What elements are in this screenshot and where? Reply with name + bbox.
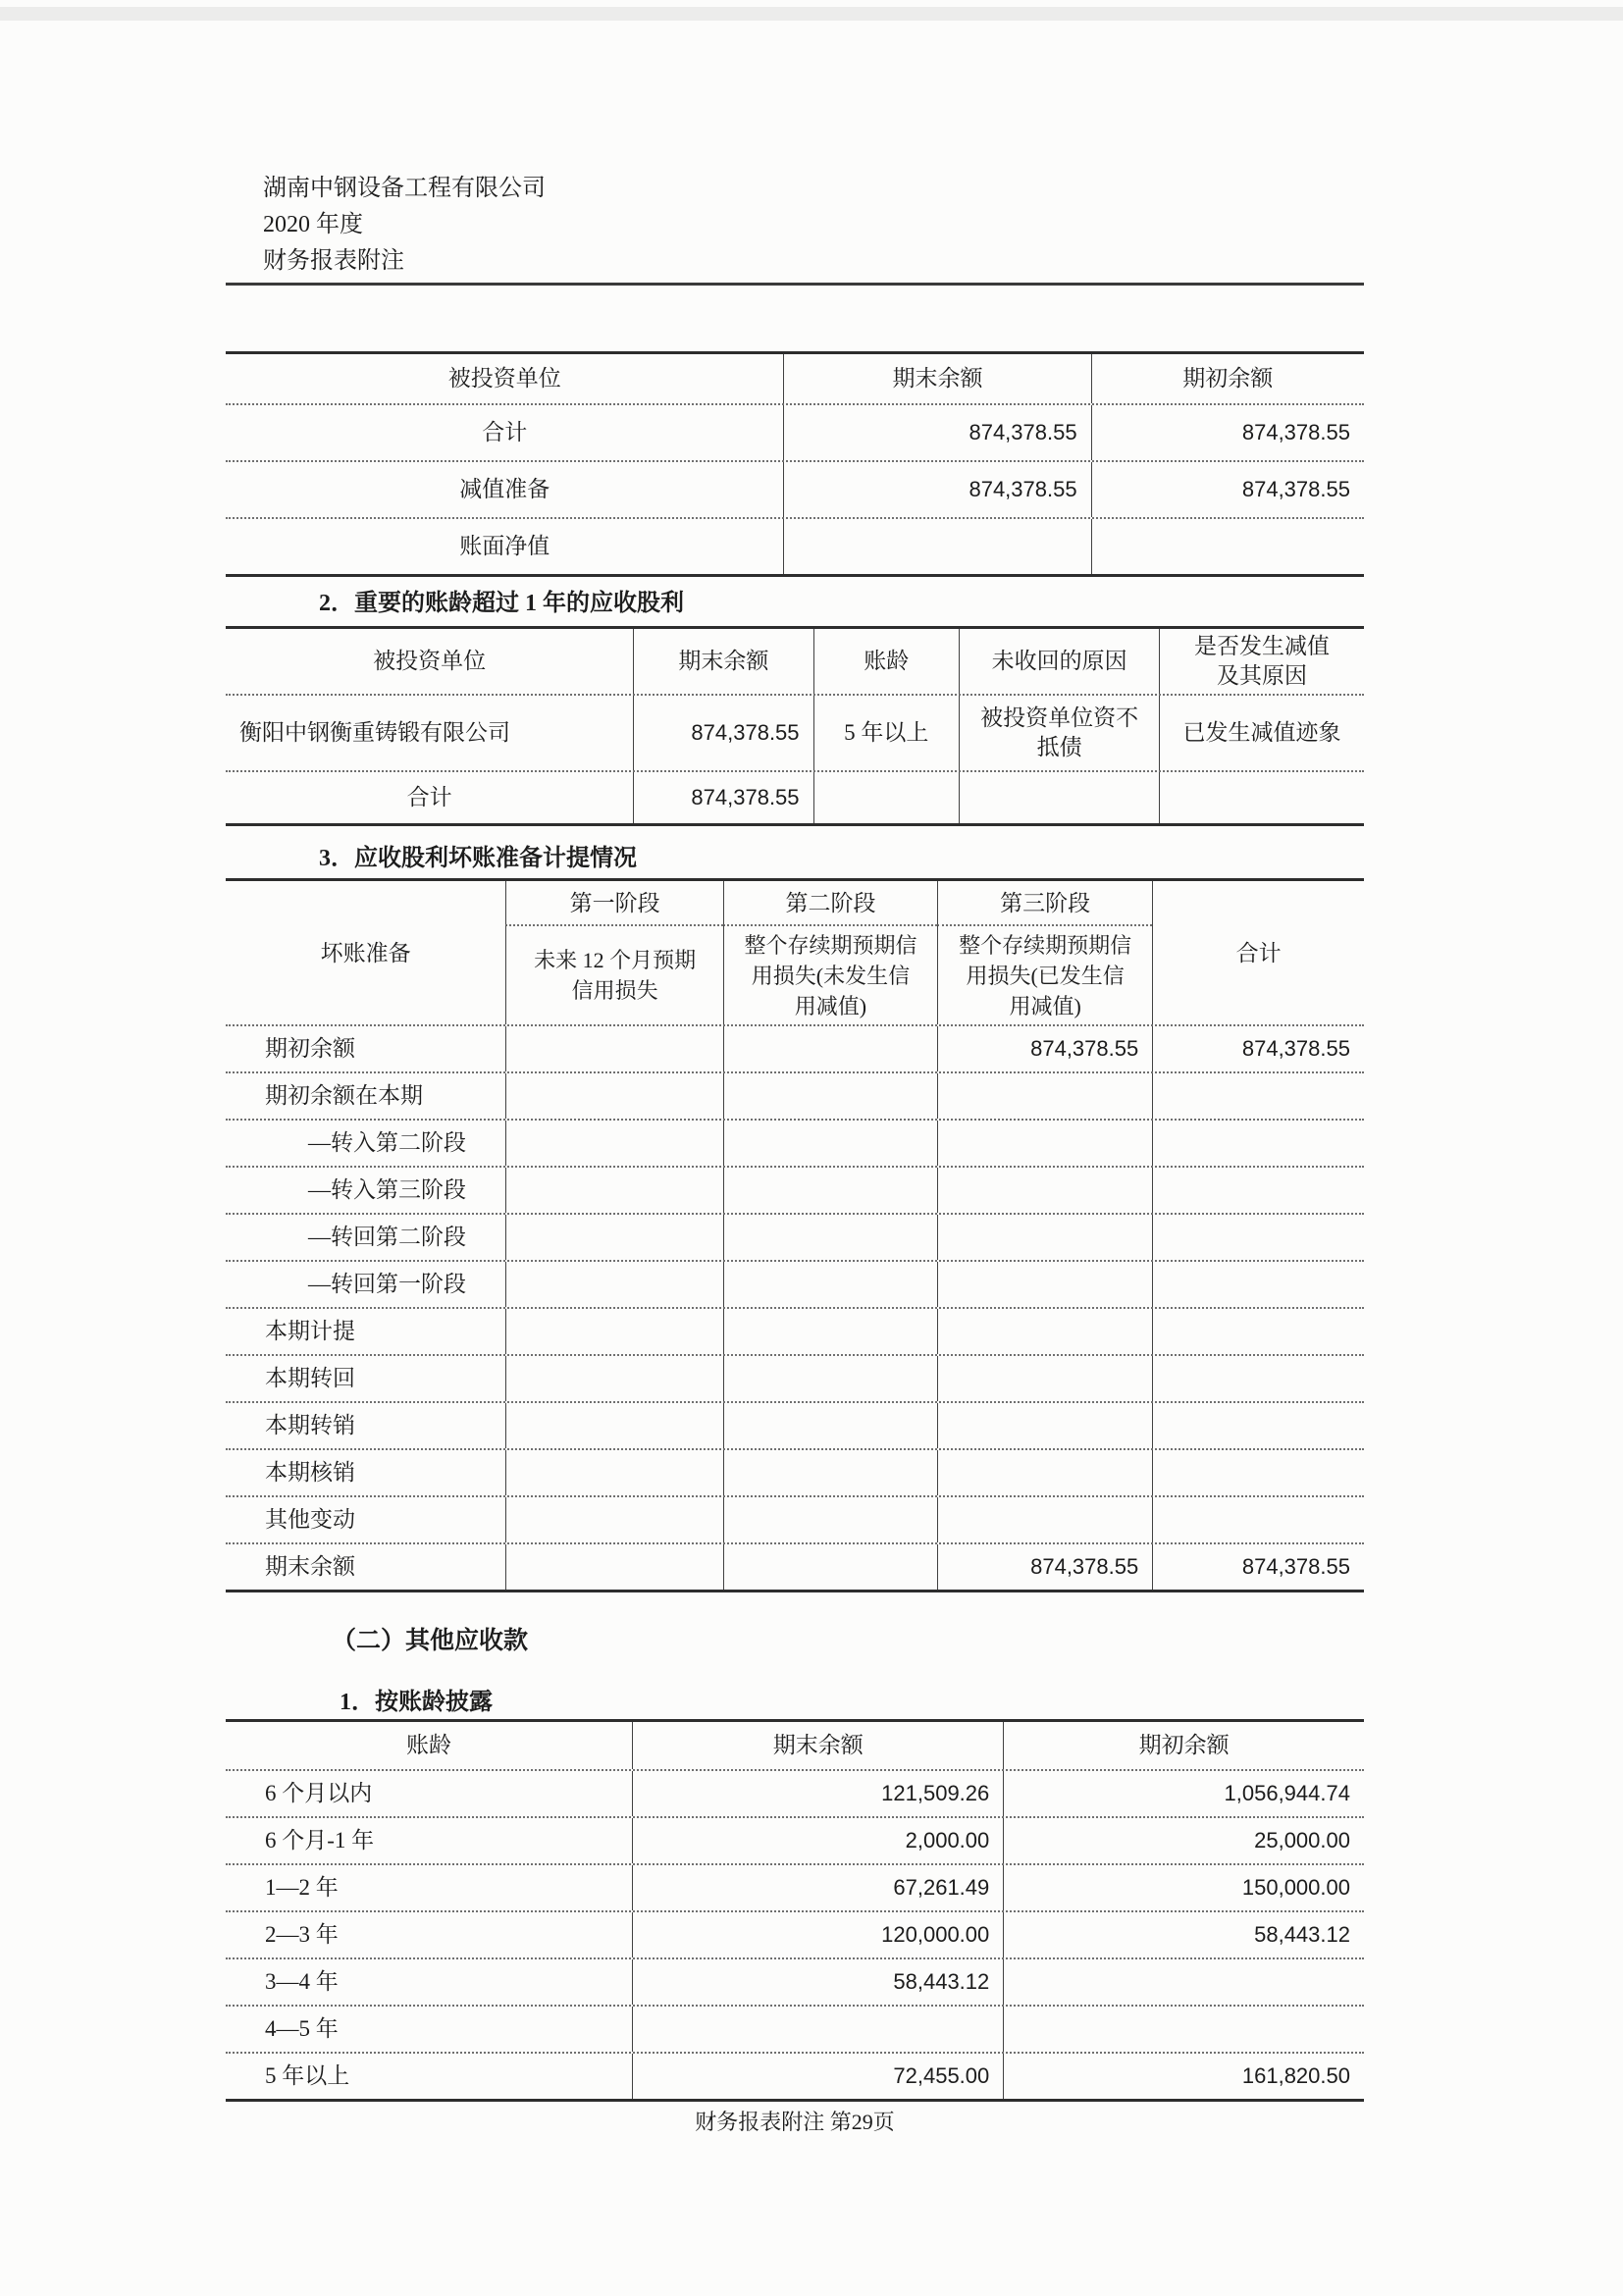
cell-total	[1152, 1168, 1364, 1213]
cell-impairment: 已发生减值迹象	[1159, 696, 1364, 770]
column-header-aging: 账龄	[813, 629, 959, 694]
cell-total	[1152, 1073, 1364, 1119]
cell-opening-balance: 150,000.00	[1003, 1865, 1364, 1910]
table-row	[226, 1024, 1364, 1071]
cell-closing-balance: 58,443.12	[632, 1959, 1003, 2005]
table-row	[226, 1816, 1364, 1863]
cell-closing-balance: 72,455.00	[632, 2054, 1003, 2099]
cell-investee: 合计	[406, 785, 452, 809]
section-heading-overdue-dividends: 2．重要的账龄超过 1 年的应收股利	[319, 591, 684, 616]
table-row	[226, 1166, 1364, 1213]
cell-stage3	[937, 1309, 1152, 1354]
cell-stage2	[723, 1215, 937, 1260]
column-header-opening-balance: 期初余额	[1003, 1722, 1364, 1769]
cell-opening-balance	[1091, 519, 1364, 574]
cell-stage2	[723, 1450, 937, 1495]
cell-opening-balance: 161,820.50	[1003, 2054, 1364, 2099]
table-row	[226, 1448, 1364, 1495]
cell-opening-balance	[1003, 2007, 1364, 2052]
table-row	[226, 517, 1364, 574]
cell-stage2	[723, 1073, 937, 1119]
cell-opening-balance: 874,378.55	[1091, 462, 1364, 517]
column-header-closing-balance: 期末余额	[633, 629, 812, 694]
cell-stage2	[723, 1262, 937, 1307]
table-row	[226, 1401, 1364, 1448]
column-header-reason: 未收回的原因	[959, 629, 1159, 694]
table-row	[226, 1957, 1364, 2005]
cell-aging: 6 个月-1 年	[265, 1828, 375, 1852]
cell-total	[1152, 1497, 1364, 1542]
table-row	[226, 2005, 1364, 2052]
cell-stage3	[937, 1073, 1152, 1119]
column-header-impairment: 是否发生减值及其原因	[1159, 629, 1364, 694]
table-row	[226, 1260, 1364, 1307]
table-row	[226, 1119, 1364, 1166]
table-row	[226, 1071, 1364, 1119]
cell-reason: 被投资单位资不抵债	[959, 696, 1159, 770]
cell-investee: 衡阳中钢衡重铸锻有限公司	[239, 720, 510, 745]
cell-total	[1152, 1403, 1364, 1448]
cell-total	[1152, 1309, 1364, 1354]
cell-total	[1152, 1215, 1364, 1260]
cell-stage3	[937, 1497, 1152, 1542]
company-name: 湖南中钢设备工程有限公司	[263, 176, 546, 201]
cell-closing-balance: 120,000.00	[632, 1912, 1003, 1957]
header-divider	[226, 283, 1364, 286]
cell-stage2	[723, 1121, 937, 1166]
column-header-stage1: 第一阶段	[505, 881, 723, 924]
cell-stage3	[937, 1450, 1152, 1495]
table-row	[226, 1354, 1364, 1401]
cell-stage2	[723, 1356, 937, 1401]
cell-stage3	[937, 1168, 1152, 1213]
cell-closing-balance: 67,261.49	[632, 1865, 1003, 1910]
scan-edge-artifact	[0, 7, 1623, 21]
table-header-row	[226, 629, 1364, 694]
cell-aging: 4—5 年	[265, 2016, 339, 2041]
cell-stage1	[505, 1356, 723, 1401]
cell-label: —转入第二阶段	[308, 1130, 466, 1155]
cell-total	[1152, 1262, 1364, 1307]
cell-label: 期末余额	[265, 1554, 355, 1579]
cell-opening-balance: 58,443.12	[1003, 1912, 1364, 1957]
cell-stage1	[505, 1497, 723, 1542]
column-header-total: 合计	[1152, 881, 1364, 1024]
cell-opening-balance: 25,000.00	[1003, 1818, 1364, 1863]
cell-stage3	[937, 1403, 1152, 1448]
cell-stage2	[723, 1026, 937, 1071]
column-header-stage3: 第三阶段	[937, 881, 1152, 924]
cell-stage1	[505, 1215, 723, 1260]
cell-total	[1152, 1121, 1364, 1166]
column-header-closing-balance: 期末余额	[632, 1722, 1003, 1769]
cell-reason	[959, 772, 1159, 823]
cell-stage2	[723, 1544, 937, 1590]
cell-total: 874,378.55	[1152, 1544, 1364, 1590]
cell-label: 本期转销	[265, 1413, 355, 1437]
column-subheader-stage1: 未来 12 个月预期信用损失	[505, 924, 723, 1024]
cell-total	[1152, 1450, 1364, 1495]
document-header	[263, 171, 546, 280]
cell-stage1	[505, 1403, 723, 1448]
section-heading-aging-disclosure: 1．按账龄披露	[340, 1690, 493, 1715]
cell-total	[1152, 1356, 1364, 1401]
cell-label: 本期核销	[265, 1460, 355, 1485]
cell-stage3: 874,378.55	[937, 1026, 1152, 1071]
table-row	[226, 1213, 1364, 1260]
cell-closing-balance: 2,000.00	[632, 1818, 1003, 1863]
cell-opening-balance: 1,056,944.74	[1003, 1771, 1364, 1816]
cell-stage1	[505, 1309, 723, 1354]
cell-stage2	[723, 1309, 937, 1354]
cell-label: —转入第三阶段	[308, 1177, 466, 1202]
cell-stage2	[723, 1403, 937, 1448]
table-header-row	[226, 354, 1364, 403]
cell-stage2	[723, 1168, 937, 1213]
table-header-rows	[226, 881, 1364, 1024]
table-row	[226, 1307, 1364, 1354]
column-subheader-stage2: 整个存续期预期信用损失(未发生信用减值)	[723, 924, 937, 1024]
investee-summary-table	[226, 351, 1364, 577]
cell-opening-balance	[1003, 1959, 1364, 2005]
cell-closing-balance: 874,378.55	[783, 405, 1090, 460]
column-header-opening-balance: 期初余额	[1091, 354, 1364, 403]
aging-table	[226, 1719, 1364, 2102]
cell-stage2	[723, 1497, 937, 1542]
cell-stage1	[505, 1262, 723, 1307]
cell-label: 减值准备	[459, 477, 550, 501]
cell-label: 期初余额在本期	[265, 1083, 423, 1108]
cell-stage3	[937, 1356, 1152, 1401]
page-footer: 财务报表附注 第29页	[695, 2110, 895, 2134]
cell-stage1	[505, 1544, 723, 1590]
cell-closing-balance: 874,378.55	[783, 462, 1090, 517]
cell-stage1	[505, 1168, 723, 1213]
section-heading-other-receivables: （二）其他应收款	[332, 1628, 529, 1654]
table-row	[226, 2052, 1364, 2099]
cell-stage3: 874,378.55	[937, 1544, 1152, 1590]
cell-aging	[813, 772, 959, 823]
cell-aging: 2—3 年	[265, 1922, 339, 1947]
cell-total: 874,378.55	[1152, 1026, 1364, 1071]
overdue-dividends-table	[226, 626, 1364, 826]
cell-aging: 5 年以上	[265, 2063, 350, 2088]
cell-label: 期初余额	[265, 1036, 355, 1061]
column-header-investee: 被投资单位	[373, 649, 487, 673]
cell-closing-balance	[783, 519, 1090, 574]
table-row	[226, 1863, 1364, 1910]
cell-stage1	[505, 1121, 723, 1166]
table-header-row	[226, 1722, 1364, 1769]
table-row	[226, 694, 1364, 770]
table-row	[226, 1910, 1364, 1957]
cell-aging: 6 个月以内	[265, 1781, 373, 1805]
cell-aging: 3—4 年	[265, 1969, 339, 1994]
column-header-investee: 被投资单位	[447, 366, 561, 391]
column-header-aging: 账龄	[406, 1733, 452, 1757]
table-row	[226, 1495, 1364, 1542]
cell-stage1	[505, 1026, 723, 1071]
cell-label: 其他变动	[265, 1507, 355, 1532]
cell-closing-balance	[632, 2007, 1003, 2052]
cell-closing-balance: 874,378.55	[633, 772, 812, 823]
table-row	[226, 403, 1364, 460]
cell-label: 合计	[482, 420, 528, 444]
cell-label: 本期计提	[265, 1319, 355, 1343]
cell-stage3	[937, 1215, 1152, 1260]
cell-aging: 1—2 年	[265, 1875, 339, 1900]
fiscal-year: 2020 年度	[263, 212, 363, 237]
table-row	[226, 1769, 1364, 1816]
cell-impairment	[1159, 772, 1364, 823]
cell-label: —转回第二阶段	[308, 1225, 466, 1249]
document-title: 财务报表附注	[263, 248, 404, 274]
column-header-stage2: 第二阶段	[723, 881, 937, 924]
cell-stage1	[505, 1450, 723, 1495]
cell-stage1	[505, 1073, 723, 1119]
table-row	[226, 460, 1364, 517]
column-subheader-stage3: 整个存续期预期信用损失(已发生信用减值)	[937, 924, 1152, 1024]
section-heading-bad-debt-provision: 3．应收股利坏账准备计提情况	[319, 846, 637, 871]
bad-debt-provision-table	[226, 878, 1364, 1592]
cell-label: 本期转回	[265, 1366, 355, 1390]
table-row	[226, 770, 1364, 823]
table-row	[226, 1542, 1364, 1590]
cell-label: —转回第一阶段	[308, 1272, 466, 1296]
column-header-closing-balance: 期末余额	[783, 354, 1090, 403]
cell-stage3	[937, 1121, 1152, 1166]
column-header-item: 坏账准备	[320, 940, 411, 965]
cell-closing-balance: 874,378.55	[633, 696, 812, 770]
cell-closing-balance: 121,509.26	[632, 1771, 1003, 1816]
cell-label: 账面净值	[459, 534, 550, 558]
cell-aging: 5 年以上	[813, 696, 959, 770]
cell-stage3	[937, 1262, 1152, 1307]
cell-opening-balance: 874,378.55	[1091, 405, 1364, 460]
